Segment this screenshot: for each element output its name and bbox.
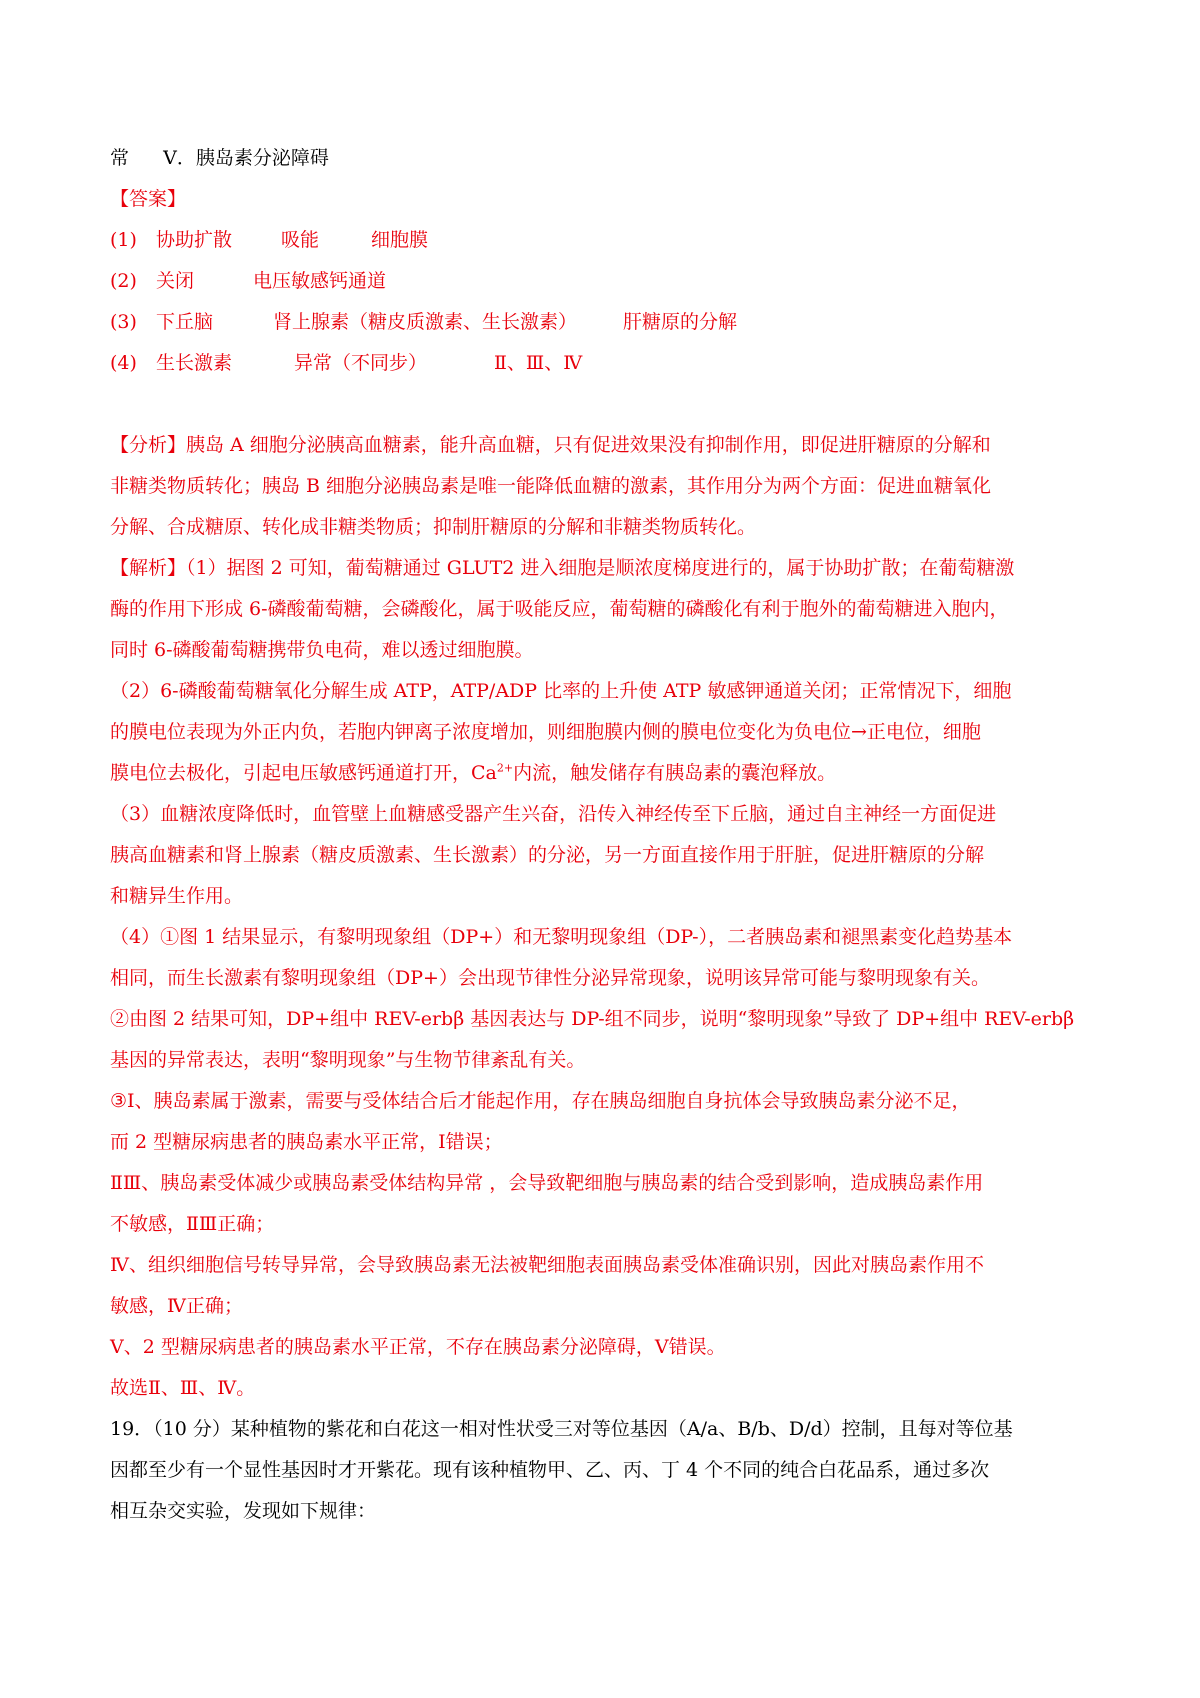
answer-number: (4) [110,352,137,374]
calcium-text-post: 内流，触发储存有胰岛素的囊泡释放。 [513,762,837,784]
question-line: 相互杂交实验，发现如下规律： [110,1500,377,1522]
calcium-superscript: 2+ [496,761,514,775]
answer-item: 肝糖原的分解 [623,311,738,333]
explanation-line: 胰高血糖素和肾上腺素（糖皮质激素、生长激素）的分泌，另一方面直接作用于肝脏，促进肝糖原的分解 [110,844,985,866]
answer-item: 生长激素 [156,352,233,374]
explanation-part-2 [110,671,1100,794]
explanation-line: 【解析】（1）据图 2 可知，葡萄糖通过 GLUT2 进入细胞是顺浓度梯度进行的，属于协助扩散；在葡萄糖激 [110,557,1015,579]
answer-row-3 [110,302,1100,343]
analysis-block [110,425,1100,548]
analysis-line: 【分析】胰岛 A 细胞分泌胰高血糖素，能升高血糖，只有促进效果没有抑制作用，即促进肝糖原的分解和 [110,434,991,456]
explanation-part-3 [110,794,1100,917]
carry-over-char: 常 [110,147,130,169]
explanation-line: 相同，而生长激素有黎明现象组（DP+）会出现节律性分泌异常现象，说明该异常可能与黎明现象有关。 [110,967,990,989]
answer-row-4 [110,343,1100,384]
analysis-line: 分解、合成糖原、转化成非糖类物质；抑制肝糖原的分解和非糖类物质转化。 [110,516,757,538]
question-line: 因都至少有一个显性基因时才开紫花。现有该种植物甲、乙、丙、丁 4 个不同的纯合白花品系，通过多次 [110,1459,990,1481]
explanation-line: ③Ⅰ、胰岛素属于激素，需要与受体结合后才能起作用，存在胰岛细胞自身抗体会导致胰岛素分泌不足， [110,1090,971,1112]
explanation-line: 酶的作用下形成 6-磷酸葡萄糖，会磷酸化，属于吸能反应，葡萄糖的磷酸化有利于胞外的葡萄糖进入胞内， [110,598,1009,620]
question-line: 19．（10 分）某种植物的紫花和白花这一相对性状受三对等位基因（A/a、B/b、D/d）控制，且每对等位基 [110,1418,1013,1440]
explanation-line-calcium [110,753,1100,794]
answer-item: 吸能 [281,229,320,251]
answer-item: 关闭 [156,270,195,292]
spacer [110,384,1100,425]
explanation-line: Ⅳ、组织细胞信号转导异常，会导致胰岛素无法被靶细胞表面胰岛素受体准确识别，因此对胰岛素作用不 [110,1254,984,1276]
explanation-line: 敏感，Ⅳ正确； [110,1295,243,1317]
explanation-line: （2）6-磷酸葡萄糖氧化分解生成 ATP，ATP/ADP 比率的上升使 ATP 敏感钾通道关闭；正常情况下，细胞 [110,680,1012,702]
question-19 [110,1409,1100,1532]
answer-item: 异常（不同步） [294,352,428,374]
answer-item: 肾上腺素（糖皮质激素、生长激素） [273,311,578,333]
explanation-line: 同时 6-磷酸葡萄糖携带负电荷，难以透过细胞膜。 [110,639,534,661]
calcium-text-pre: 膜电位去极化，引起电压敏感钙通道打开，Ca [110,762,497,784]
conclusion-line: 故选Ⅱ、Ⅲ、Ⅳ。 [110,1377,256,1399]
explanation-line: 和糖异生作用。 [110,885,244,907]
answer-item: 细胞膜 [371,229,429,251]
answer-item: 协助扩散 [156,229,233,251]
explanation-line: ⅡⅢ、胰岛素受体减少或胰岛素受体结构异常 ，会导致靶细胞与胰岛素的结合受到影响，造成胰岛素作用 [110,1172,984,1194]
answer-number: (2) [110,270,137,292]
answer-item: 电压敏感钙通道 [253,270,387,292]
answer-row-1 [110,220,1100,261]
answer-row-2 [110,261,1100,302]
carry-over-option: Ⅴ．胰岛素分泌障碍 [163,147,329,169]
explanation-part-1 [110,548,1100,671]
analysis-line: 非糖类物质转化；胰岛 B 细胞分泌胰岛素是唯一能降低血糖的激素，其作用分为两个方面：促进血糖氧化 [110,475,992,497]
explanation-line: ②由图 2 结果可知，DP+组中 REV-erbβ 基因表达与 DP-组不同步，说明“黎明现象”导致了 DP+组中 REV-erbβ [110,1008,1075,1030]
answer-number: (3) [110,311,137,333]
explanation-part-4 [110,917,1100,1368]
document-page [110,138,1100,1532]
explanation-line: 基因的异常表达，表明“黎明现象”与生物节律紊乱有关。 [110,1049,586,1071]
answer-heading: 【答案】 [110,188,187,210]
explanation-line: 的膜电位表现为外正内负，若胞内钾离子浓度增加，则细胞膜内侧的膜电位变化为负电位→正电位，细胞 [110,721,981,743]
explanation-line: 不敏感，ⅡⅢ正确； [110,1213,275,1235]
answer-item: 下丘脑 [156,311,214,333]
explanation-line: 而 2 型糖尿病患者的胰岛素水平正常，Ⅰ错误； [110,1131,503,1153]
answer-number: (1) [110,229,137,251]
explanation-line: Ⅴ、2 型糖尿病患者的胰岛素水平正常，不存在胰岛素分泌障碍，Ⅴ错误。 [110,1336,726,1358]
answer-item: Ⅱ、Ⅲ、Ⅳ [494,352,583,374]
carry-over-line [110,138,1100,179]
explanation-line: （4）①图 1 结果显示，有黎明现象组（DP+）和无黎明现象组（DP-），二者胰岛素和褪黑素变化趋势基本 [110,926,1013,948]
explanation-line: （3）血糖浓度降低时，血管壁上血糖感受器产生兴奋，沿传入神经传至下丘脑，通过自主神经一方面促进 [110,803,997,825]
